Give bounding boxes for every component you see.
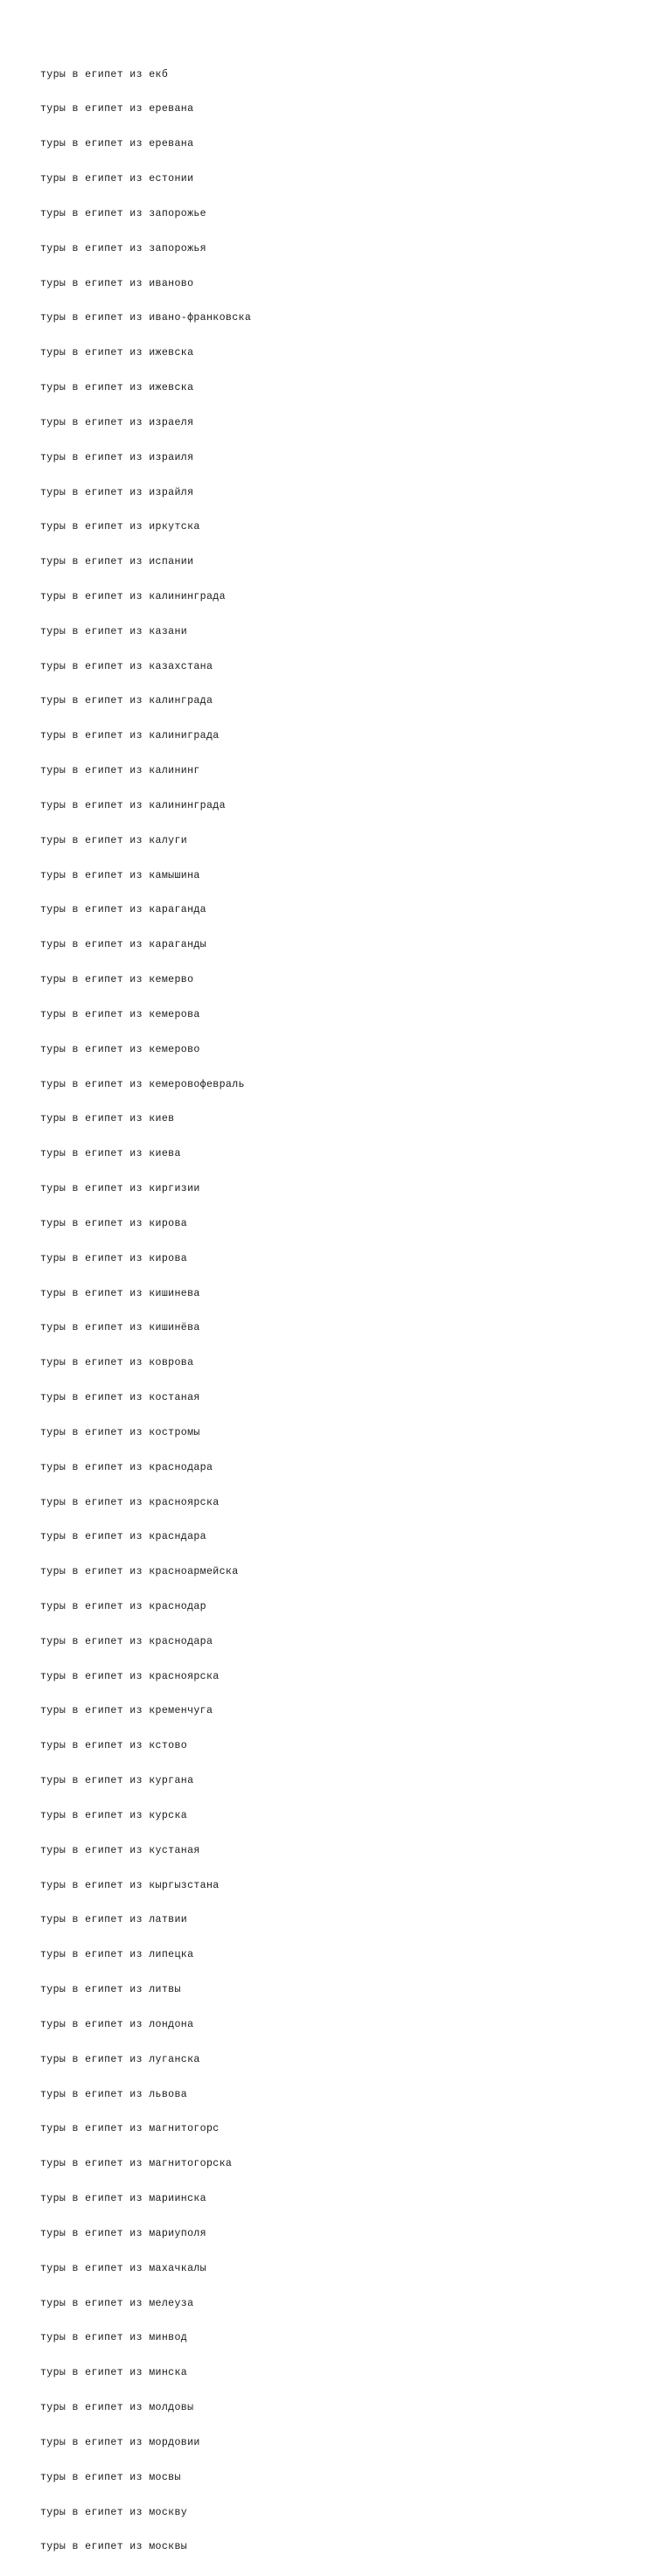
text-line: туры в египет из минвод — [40, 2332, 188, 2344]
text-line: туры в египет из кемерово — [40, 1043, 200, 1055]
text-line: туры в египет из луганска — [40, 2053, 200, 2065]
text-line: туры в египет из кемерво — [40, 974, 194, 986]
text-line: туры в египет из иваново — [40, 277, 194, 289]
text-line: туры в египет из коврова — [40, 1357, 194, 1369]
text-line: туры в египет из мордовии — [40, 2436, 200, 2448]
text-line: туры в египет из еревана — [40, 103, 194, 115]
text-line: туры в египет из киев — [40, 1113, 175, 1125]
text-lines — [40, 45, 251, 2576]
text-line: туры в египет из караганды — [40, 939, 206, 951]
text-line: туры в египет из литвы — [40, 1984, 181, 1996]
text-line: туры в египет из красндара — [40, 1531, 206, 1543]
text-line: туры в египет из махачкалы — [40, 2262, 206, 2274]
text-line: туры в египет из калининграда — [40, 799, 226, 811]
text-line: туры в египет из мариинска — [40, 2193, 206, 2205]
text-line: туры в египет из магнитогорска — [40, 2158, 233, 2170]
text-line: туры в египет из киргизии — [40, 1183, 200, 1195]
text-line: туры в египет из кирова — [40, 1252, 188, 1264]
text-line: туры в египет из караганда — [40, 904, 206, 916]
text-line: туры в египет из израйля — [40, 486, 194, 498]
text-line: туры в египет из испании — [40, 556, 194, 568]
text-line: туры в египет из краснодара — [40, 1461, 213, 1473]
text-line: туры в египет из красноярска — [40, 1670, 220, 1682]
text-line: туры в египет из запорожья — [40, 242, 206, 254]
text-line: туры в египет из костаная — [40, 1392, 200, 1404]
text-line: туры в египет из кустаная — [40, 1844, 200, 1856]
text-line: туры в египет из москву — [40, 2506, 188, 2518]
text-line: туры в египет из кемерова — [40, 1008, 200, 1020]
text-line: туры в египет из ижевска — [40, 382, 194, 394]
text-line: туры в египет из кишинева — [40, 1287, 200, 1299]
text-line: туры в египет из естонии — [40, 173, 194, 185]
text-line: туры в египет из кирова — [40, 1217, 188, 1229]
text-line: туры в египет из казани — [40, 625, 188, 637]
text-line: туры в египет из костромы — [40, 1426, 200, 1438]
text-line: туры в египет из ижевска — [40, 347, 194, 359]
text-line: туры в египет из липецка — [40, 1949, 194, 1961]
text-line: туры в египет из мелеуза — [40, 2297, 194, 2309]
text-line: туры в египет из кишинёва — [40, 1322, 200, 1334]
text-line: туры в египет из калиниграда — [40, 730, 220, 742]
text-line: туры в египет из калуги — [40, 834, 188, 846]
text-line: туры в египет из красноярска — [40, 1496, 220, 1508]
text-line: туры в египет из латвии — [40, 1914, 188, 1926]
text-line: туры в египет из кыргызстана — [40, 1879, 220, 1891]
text-line: туры в египет из кургана — [40, 1775, 194, 1787]
text-line: туры в египет из израиля — [40, 451, 194, 463]
text-line: туры в египет из молдовы — [40, 2402, 194, 2414]
text-line: туры в египет из кременчуга — [40, 1705, 213, 1717]
text-line: туры в египет из камышина — [40, 869, 200, 881]
text-line: туры в египет из киева — [40, 1148, 181, 1160]
text-line: туры в египет из иркутска — [40, 521, 200, 533]
text-line: туры в египет из мариуполя — [40, 2227, 206, 2239]
text-line: туры в египет из мосвы — [40, 2471, 181, 2483]
text-line: туры в египет из лондона — [40, 2018, 194, 2030]
text-line: туры в египет из львова — [40, 2088, 188, 2100]
text-line: туры в египет из краснодар — [40, 1601, 206, 1612]
text-line: туры в египет из израеля — [40, 416, 194, 428]
text-line: туры в египет из кстово — [40, 1740, 188, 1752]
text-line: туры в египет из минска — [40, 2367, 188, 2379]
text-line: туры в египет из краснодара — [40, 1635, 213, 1647]
text-line: туры в египет из кемеровофевраль — [40, 1078, 245, 1090]
text-line: туры в египет из москвы — [40, 2541, 188, 2553]
text-line: туры в египет из ивано-франковска — [40, 312, 252, 324]
text-line: туры в египет из запорожье — [40, 207, 206, 219]
text-line: туры в египет из калинграда — [40, 695, 213, 707]
text-line: туры в египет из магнитогорс — [40, 2123, 220, 2135]
text-line: туры в египет из красноармейска — [40, 1566, 239, 1578]
text-line: туры в египет из калининг — [40, 765, 200, 777]
text-line: туры в египет из калининграда — [40, 590, 226, 602]
text-line: туры в египет из курска — [40, 1809, 188, 1821]
text-line: туры в египет из казахстана — [40, 660, 213, 672]
text-line: туры в египет из еревана — [40, 138, 194, 150]
text-line: туры в египет из екб — [40, 68, 169, 80]
